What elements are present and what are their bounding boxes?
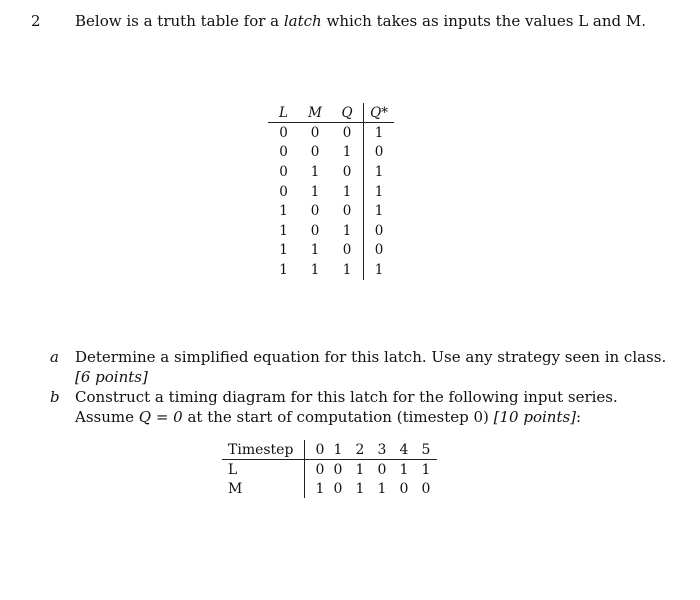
- cell: 0: [279, 144, 288, 161]
- timestep: 1: [327, 440, 349, 460]
- cell: 1: [310, 242, 320, 259]
- cell: 1: [342, 222, 352, 239]
- truth-table: [268, 103, 394, 280]
- part-b-text: at the start of computation (timestep 0): [182, 408, 494, 426]
- part-b-line1: Construct a timing diagram for this latch for the following input series.: [75, 388, 618, 406]
- timestep: 3: [371, 440, 393, 460]
- table-row: [222, 479, 437, 498]
- cell: 0: [421, 480, 431, 497]
- part-b-line2: [75, 408, 581, 426]
- timestep: 2: [349, 440, 371, 460]
- cell: 1: [364, 162, 395, 182]
- cell: 0: [364, 241, 395, 261]
- table-row: [268, 201, 394, 221]
- cell: 1: [377, 480, 387, 497]
- cell: 0: [333, 461, 343, 478]
- part-b-text: Assume: [75, 408, 139, 426]
- cell: 0: [342, 124, 352, 141]
- cell: 1: [355, 480, 365, 497]
- cell: 0: [333, 480, 343, 497]
- cell: 0: [279, 163, 288, 180]
- cell: 1: [421, 461, 431, 478]
- cell: 0: [279, 124, 288, 141]
- timestep: 4: [393, 440, 415, 460]
- header-q-next: Q*: [364, 103, 395, 123]
- cell: 1: [364, 260, 395, 280]
- cell: 1: [342, 183, 352, 200]
- part-a-points: [6 points]: [75, 368, 148, 386]
- intro-text-end: which takes as inputs the values L and M.: [321, 12, 647, 30]
- cell: 1: [305, 479, 328, 498]
- cell: 1: [279, 261, 288, 278]
- cell: 0: [310, 222, 320, 239]
- table-row: [268, 123, 394, 143]
- cell: 1: [364, 182, 395, 202]
- header-m: M: [299, 103, 331, 123]
- cell: 1: [310, 183, 320, 200]
- truth-table-header: [268, 103, 394, 123]
- table-row: [222, 460, 437, 480]
- cell: 0: [364, 143, 395, 163]
- cell: 0: [399, 480, 409, 497]
- table-row: [268, 260, 394, 280]
- cell: 1: [364, 201, 395, 221]
- timestep: 5: [415, 440, 437, 460]
- header-q: Q: [331, 103, 364, 123]
- cell: 1: [355, 461, 365, 478]
- cell: 0: [310, 124, 320, 141]
- cell: 0: [279, 183, 288, 200]
- table-row: [268, 162, 394, 182]
- cell: 0: [377, 461, 387, 478]
- part-b-math: Q = 0: [138, 408, 183, 426]
- cell: 1: [310, 261, 320, 278]
- cell: 1: [364, 123, 395, 143]
- timestep-label: Timestep: [222, 440, 305, 460]
- question-intro: [75, 12, 646, 30]
- part-b-colon: :: [576, 408, 582, 426]
- cell: 1: [342, 261, 352, 278]
- cell: 0: [305, 460, 328, 480]
- table-row: [268, 143, 394, 163]
- part-b-points: [10 points]: [493, 408, 577, 426]
- cell: 1: [279, 203, 288, 220]
- table-row: [268, 182, 394, 202]
- timestep-header-row: [222, 440, 437, 460]
- part-b-label: b: [50, 388, 60, 406]
- cell: 0: [342, 203, 352, 220]
- cell: 0: [364, 221, 395, 241]
- cell: 1: [279, 222, 288, 239]
- table-row: [268, 241, 394, 261]
- cell: 0: [342, 163, 352, 180]
- row-label-m: M: [228, 480, 243, 497]
- cell: 0: [342, 242, 352, 259]
- timestep-table: [222, 440, 437, 498]
- cell: 1: [310, 163, 320, 180]
- cell: 1: [279, 242, 288, 259]
- cell: 1: [399, 461, 409, 478]
- row-label-l: L: [228, 461, 238, 478]
- timestep: 0: [305, 440, 328, 460]
- cell: 0: [310, 144, 320, 161]
- header-l: L: [268, 103, 299, 123]
- part-a-label: a: [50, 348, 59, 366]
- question-number: 2: [31, 12, 41, 30]
- part-a-text: Determine a simplified equation for this latch. Use any strategy seen in class.: [75, 348, 667, 366]
- table-row: [268, 221, 394, 241]
- cell: 1: [342, 144, 352, 161]
- cell: 0: [310, 203, 320, 220]
- intro-text-start: Below is a truth table for a: [75, 12, 284, 30]
- intro-emphasis: latch: [283, 12, 322, 30]
